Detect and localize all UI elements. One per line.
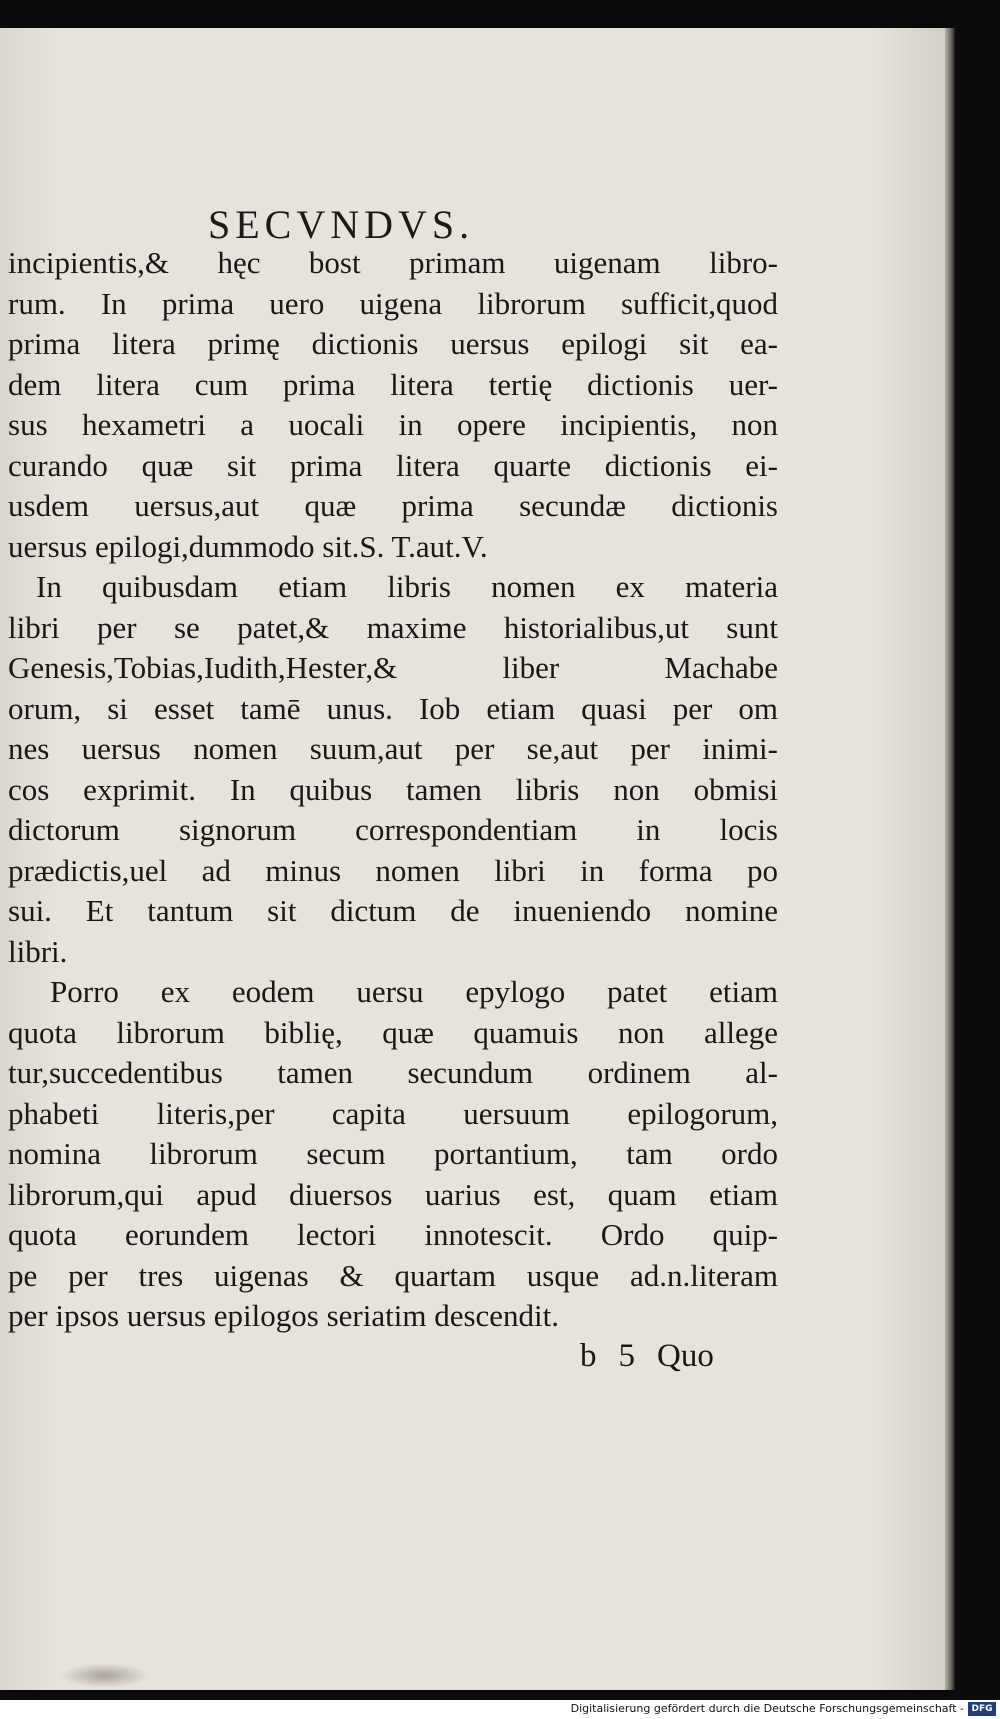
text-line: pe per tres uigenas & quartam usque ad.n.literam: [8, 1257, 778, 1293]
dfg-logo-icon: DFG: [968, 1702, 996, 1716]
book-page: [0, 28, 945, 1690]
text-line: cos exprimit. In quibus tamen libris non obmisi: [8, 771, 778, 807]
text-line: libri.: [8, 933, 68, 969]
text-line: nomina librorum secum portantium, tam ordo: [8, 1136, 778, 1171]
footer-credit: Digitalisierung gefördert durch die Deutsche Forschungsgemeinschaft -: [570, 1702, 964, 1715]
text-line: per ipsos uersus epilogos seriatim descendit.: [8, 1298, 560, 1333]
signature-number: 5: [618, 1338, 635, 1374]
text-line: dictorum signorum correspondentiam in locis: [8, 812, 778, 847]
text-line: prima litera primę dictionis uersus epilogi sit ea-: [8, 326, 778, 361]
text-line: librorum,qui apud diuersos uarius est, quam etiam: [8, 1176, 778, 1212]
page-edge: [945, 28, 955, 1690]
catchword: Quo: [657, 1338, 714, 1374]
text-line: curando quæ sit prima litera quarte dictionis ei-: [8, 447, 778, 483]
text-line: sui. Et tantum sit dictum de inueniendo nomine: [8, 893, 778, 928]
text-line: quota librorum biblię, quæ quamuis non allege: [8, 1014, 778, 1050]
text-line: prædictis,uel ad minus nomen libri in forma po: [8, 852, 778, 888]
text-line: quota eorundem lectori innotescit. Ordo quip-: [8, 1217, 778, 1252]
signature-letter: b: [580, 1338, 597, 1374]
text-line: uersus epilogi,dummodo sit.S. T.aut.V.: [8, 528, 488, 564]
text-line: libri per se patet,& maxime historialibus,ut sunt: [8, 609, 778, 645]
text-line: usdem uersus,aut quæ prima secundæ dictionis: [8, 488, 778, 523]
text-line: dem litera cum prima litera tertię dictionis uer-: [8, 366, 778, 402]
catchline: [580, 1338, 780, 1375]
text-line: sus hexametri a uocali in opere incipientis, non: [8, 407, 778, 442]
text-line: tur,succedentibus tamen secundum ordinem al-: [8, 1055, 778, 1090]
text-line: rum. In prima uero uigena librorum sufficit,quod: [8, 285, 778, 321]
text-line: In quibusdam etiam libris nomen ex materia: [36, 569, 778, 604]
text-line: phabeti literis,per capita uersuum epilogorum,: [8, 1095, 778, 1131]
text-line: orum, si esset tamē unus. Iob etiam quasi per om: [8, 690, 778, 726]
text-line: nes uersus nomen suum,aut per se,aut per inimi-: [8, 731, 778, 766]
text-line: Genesis,Tobias,Iudith,Hester,& liber Machabe: [8, 650, 778, 685]
text-block: [8, 243, 778, 1337]
text-line: incipientis,& hęc bost primam uigenam libro-: [8, 245, 778, 280]
running-head: SECVNDVS.: [208, 202, 475, 247]
text-line: Porro ex eodem uersu epylogo patet etiam: [50, 974, 778, 1009]
ink-stain: [60, 1663, 150, 1688]
